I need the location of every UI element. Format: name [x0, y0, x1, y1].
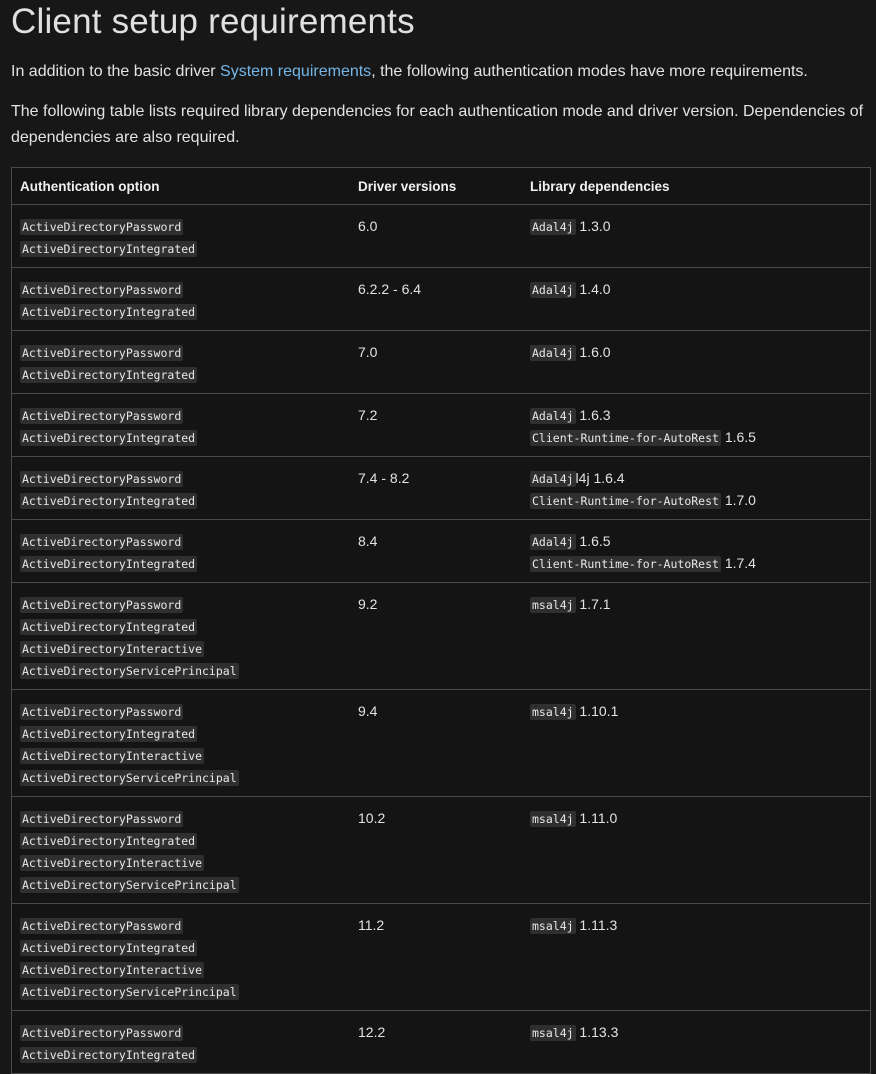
auth-option-code: ActiveDirectoryIntegrated: [22, 368, 196, 382]
dependency-line: [530, 467, 862, 489]
auth-option-line: [20, 467, 342, 489]
auth-option-line: [20, 278, 342, 300]
auth-options-cell: [12, 520, 351, 583]
auth-option-line: [20, 552, 342, 574]
table-row: [12, 268, 871, 331]
library-name-code: Adal4j: [532, 535, 574, 549]
auth-option-line: [20, 700, 342, 722]
table-row: [12, 205, 871, 268]
auth-option-code: ActiveDirectoryPassword: [22, 919, 182, 933]
library-name-code: msal4j: [532, 598, 574, 612]
library-version: 1.7.1: [575, 596, 611, 612]
driver-version-cell: 9.4: [350, 690, 522, 797]
driver-version-cell: 8.4: [350, 520, 522, 583]
library-version: 1.11.0: [575, 810, 618, 826]
driver-version-cell: 10.2: [350, 797, 522, 904]
library-dependencies-cell: [522, 583, 871, 690]
auth-option-line: [20, 1043, 342, 1065]
auth-option-line: [20, 851, 342, 873]
library-name-code: msal4j: [532, 812, 574, 826]
intro-text-after: , the following authentication modes have more requirements.: [371, 63, 808, 80]
system-requirements-link[interactable]: System requirements: [220, 63, 372, 80]
auth-option-code: ActiveDirectoryPassword: [22, 283, 182, 297]
auth-option-code: ActiveDirectoryPassword: [22, 409, 182, 423]
auth-option-code: ActiveDirectoryIntegrated: [22, 727, 196, 741]
auth-option-code: ActiveDirectoryIntegrated: [22, 941, 196, 955]
auth-option-line: [20, 637, 342, 659]
auth-option-line: [20, 807, 342, 829]
auth-option-code: ActiveDirectoryServicePrincipal: [22, 771, 237, 785]
dependency-line: [530, 489, 862, 511]
driver-version-cell: 6.0: [350, 205, 522, 268]
table-description: The following table lists required library dependencies for each authentication mode and driver version. Dependencies of dependencies are also required.: [11, 103, 864, 146]
auth-option-code: ActiveDirectoryServicePrincipal: [22, 878, 237, 892]
auth-option-line: [20, 300, 342, 322]
library-name-code: Adal4j: [532, 220, 574, 234]
auth-option-line: [20, 1021, 342, 1043]
library-dependencies-cell: [522, 1011, 871, 1074]
auth-option-line: [20, 766, 342, 788]
library-dependencies-cell: [522, 690, 871, 797]
dependency-line: [530, 1021, 862, 1043]
auth-option-code: ActiveDirectoryInteractive: [22, 749, 203, 763]
table-row: [12, 797, 871, 904]
auth-options-cell: [12, 331, 351, 394]
header-library-dependencies: Library dependencies: [522, 168, 871, 205]
auth-option-line: [20, 404, 342, 426]
auth-option-line: [20, 829, 342, 851]
dependency-line: [530, 700, 862, 722]
library-dependencies-cell: [522, 268, 871, 331]
auth-option-code: ActiveDirectoryPassword: [22, 1026, 182, 1040]
auth-option-line: [20, 530, 342, 552]
auth-option-code: ActiveDirectoryInteractive: [22, 642, 203, 656]
auth-option-line: [20, 659, 342, 681]
auth-option-code: ActiveDirectoryIntegrated: [22, 620, 196, 634]
auth-option-code: ActiveDirectoryIntegrated: [22, 1048, 196, 1062]
library-dependencies-cell: [522, 457, 871, 520]
library-version: 1.13.3: [575, 1024, 619, 1040]
table-row: [12, 904, 871, 1011]
header-driver-versions: Driver versions: [350, 168, 522, 205]
auth-option-line: [20, 980, 342, 1002]
library-dependencies-cell: [522, 904, 871, 1011]
library-version: 1.11.3: [575, 917, 618, 933]
auth-option-code: ActiveDirectoryPassword: [22, 220, 182, 234]
intro-paragraph: [11, 59, 876, 85]
table-row: [12, 583, 871, 690]
dependency-line: [530, 593, 862, 615]
dependency-line: [530, 807, 862, 829]
auth-option-code: ActiveDirectoryPassword: [22, 346, 182, 360]
auth-option-code: ActiveDirectoryPassword: [22, 535, 182, 549]
dependency-line: [530, 215, 862, 237]
library-name-code: Adal4j: [532, 283, 574, 297]
dependency-line: [530, 914, 862, 936]
auth-option-code: ActiveDirectoryServicePrincipal: [22, 985, 237, 999]
auth-options-cell: [12, 268, 351, 331]
auth-option-code: ActiveDirectoryIntegrated: [22, 431, 196, 445]
library-version: 1.3.0: [575, 218, 611, 234]
dependencies-table: [11, 167, 871, 1074]
auth-option-line: [20, 215, 342, 237]
auth-option-line: [20, 744, 342, 766]
auth-options-cell: [12, 904, 351, 1011]
auth-option-line: [20, 237, 342, 259]
auth-option-code: ActiveDirectoryIntegrated: [22, 305, 196, 319]
auth-option-code: ActiveDirectoryIntegrated: [22, 834, 196, 848]
driver-version-cell: 7.4 - 8.2: [350, 457, 522, 520]
library-dependencies-cell: [522, 797, 871, 904]
intro-text-before: In addition to the basic driver: [11, 63, 221, 80]
auth-option-line: [20, 873, 342, 895]
library-version: 1.7.0: [720, 492, 756, 508]
dependency-line: [530, 278, 862, 300]
dependency-line: [530, 404, 862, 426]
library-name-code: Client-Runtime-for-AutoRest: [532, 557, 719, 571]
table-row: [12, 394, 871, 457]
driver-version-cell: 7.2: [350, 394, 522, 457]
auth-options-cell: [12, 690, 351, 797]
header-row: [12, 168, 871, 205]
dependency-line: [530, 341, 862, 363]
auth-options-cell: [12, 1011, 351, 1074]
auth-options-cell: [12, 205, 351, 268]
auth-options-cell: [12, 797, 351, 904]
library-name-code: msal4j: [532, 1026, 574, 1040]
auth-options-cell: [12, 394, 351, 457]
library-version: 1.7.4: [720, 555, 756, 571]
auth-option-code: ActiveDirectoryIntegrated: [22, 494, 196, 508]
library-dependencies-cell: [522, 394, 871, 457]
dependency-line: [530, 552, 862, 574]
table-row: [12, 520, 871, 583]
auth-option-line: [20, 958, 342, 980]
library-version: 1.10.1: [575, 703, 619, 719]
auth-option-code: ActiveDirectoryInteractive: [22, 963, 203, 977]
table-row: [12, 457, 871, 520]
auth-option-code: ActiveDirectoryServicePrincipal: [22, 664, 237, 678]
table-row: [12, 1011, 871, 1074]
library-name-code: Client-Runtime-for-AutoRest: [532, 431, 719, 445]
auth-option-line: [20, 341, 342, 363]
table-body: [12, 205, 871, 1074]
auth-option-line: [20, 615, 342, 637]
library-version: 1.6.3: [575, 407, 611, 423]
dependency-line: [530, 426, 862, 448]
driver-version-cell: 7.0: [350, 331, 522, 394]
auth-options-cell: [12, 583, 351, 690]
auth-option-line: [20, 722, 342, 744]
library-version: 1.6.0: [575, 344, 611, 360]
auth-option-line: [20, 489, 342, 511]
library-dependencies-cell: [522, 205, 871, 268]
auth-option-code: ActiveDirectoryInteractive: [22, 856, 203, 870]
auth-option-code: ActiveDirectoryPassword: [22, 472, 182, 486]
table-row: [12, 331, 871, 394]
library-dependencies-cell: [522, 520, 871, 583]
auth-option-code: ActiveDirectoryIntegrated: [22, 557, 196, 571]
library-name-code: Adal4j: [532, 346, 574, 360]
auth-option-line: [20, 363, 342, 385]
library-version: 1.4.0: [575, 281, 611, 297]
auth-option-line: [20, 593, 342, 615]
page-title: Client setup requirements: [11, 2, 415, 41]
library-version: 1.6.5: [575, 533, 611, 549]
table-row: [12, 690, 871, 797]
library-name-code: Client-Runtime-for-AutoRest: [532, 494, 719, 508]
header-authentication-option: Authentication option: [12, 168, 351, 205]
driver-version-cell: 6.2.2 - 6.4: [350, 268, 522, 331]
library-name-code: msal4j: [532, 705, 574, 719]
auth-options-cell: [12, 457, 351, 520]
dependency-line: [530, 530, 862, 552]
auth-option-code: ActiveDirectoryIntegrated: [22, 242, 196, 256]
auth-option-code: ActiveDirectoryPassword: [22, 812, 182, 826]
table-head: [12, 168, 871, 205]
library-version: 1.6.5: [720, 429, 756, 445]
auth-option-code: ActiveDirectoryPassword: [22, 705, 182, 719]
driver-version-cell: 9.2: [350, 583, 522, 690]
driver-version-cell: 12.2: [350, 1011, 522, 1074]
library-dependencies-cell: [522, 331, 871, 394]
library-name-code: msal4j: [532, 919, 574, 933]
auth-option-code: ActiveDirectoryPassword: [22, 598, 182, 612]
auth-option-line: [20, 426, 342, 448]
library-name-code: Adal4j: [532, 409, 574, 423]
library-name-code: Adal4j: [532, 472, 574, 486]
library-version: l4j 1.6.4: [575, 470, 625, 486]
auth-option-line: [20, 914, 342, 936]
auth-option-line: [20, 936, 342, 958]
driver-version-cell: 11.2: [350, 904, 522, 1011]
